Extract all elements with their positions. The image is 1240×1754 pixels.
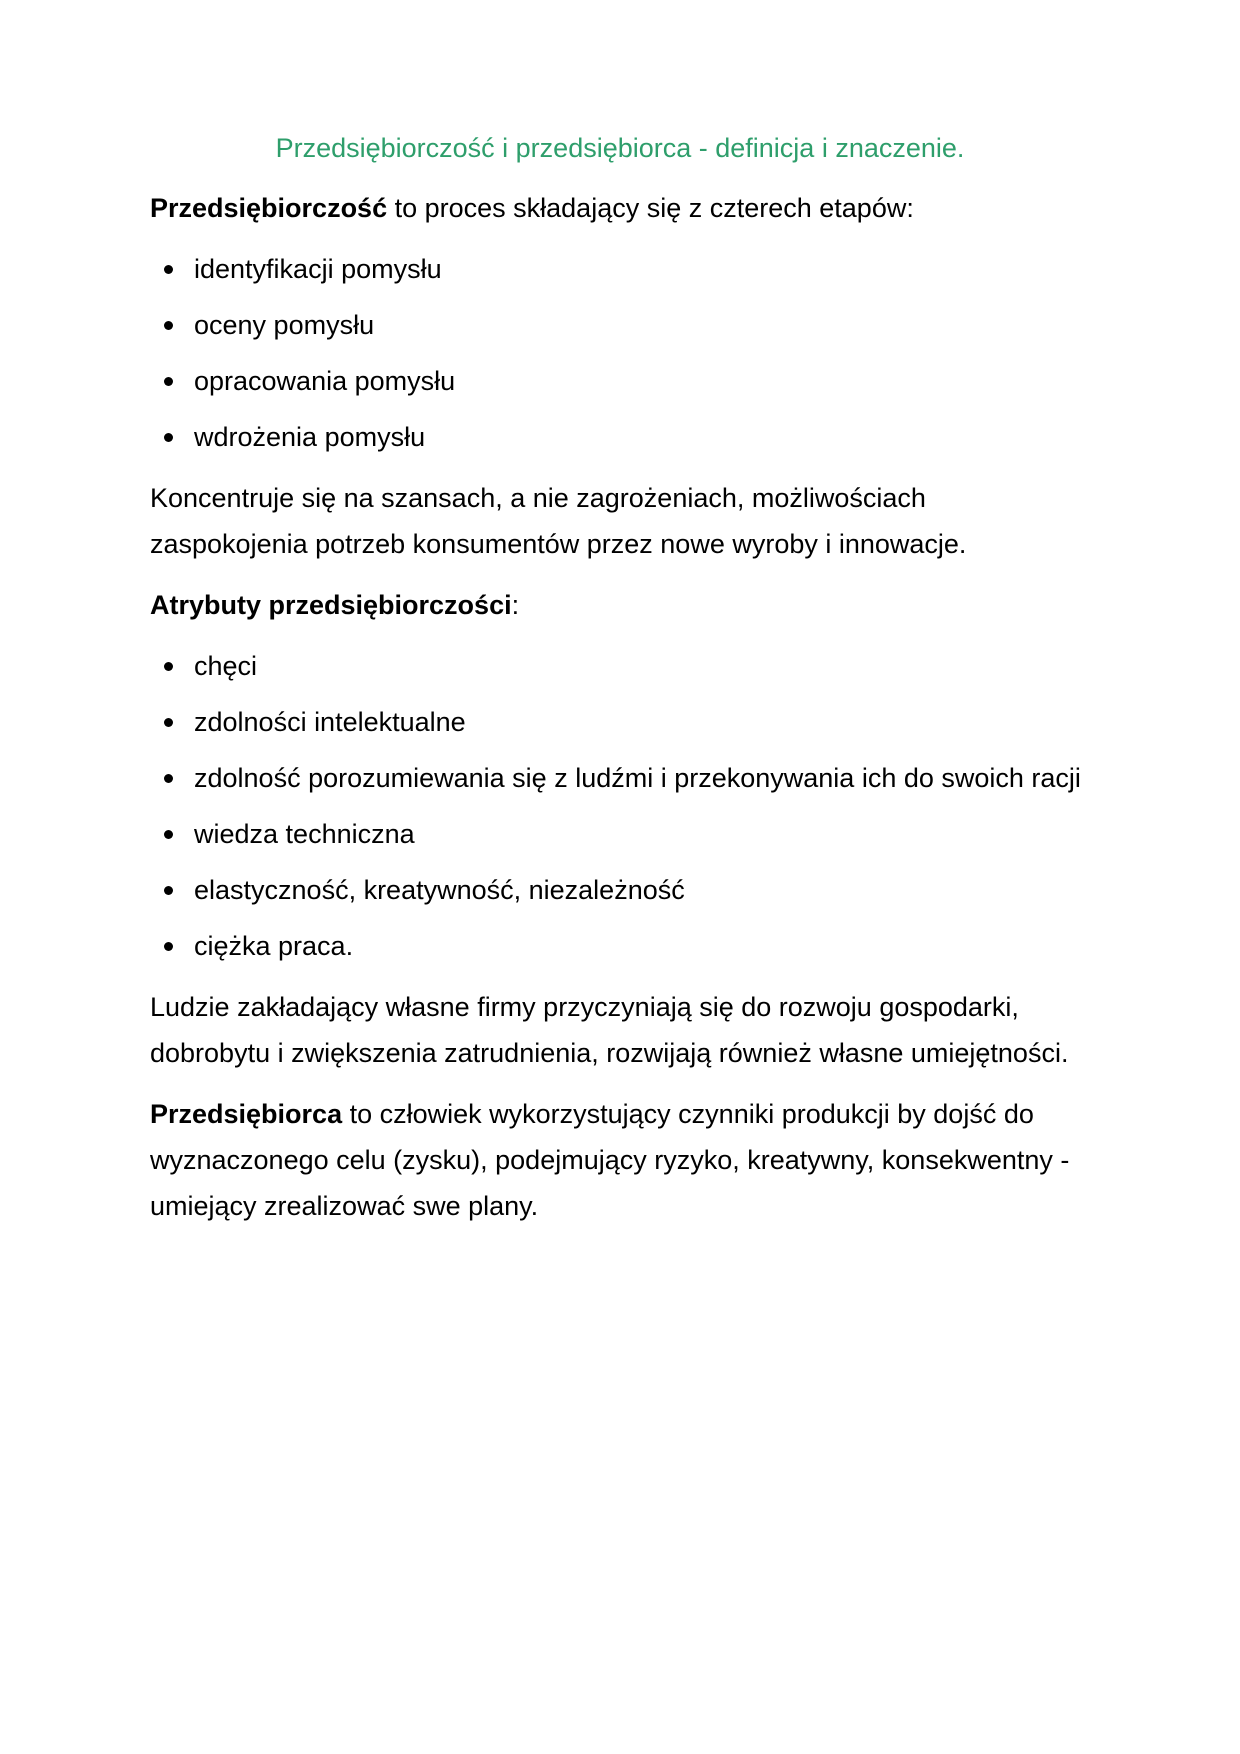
attributes-heading-lead-text: Atrybuty przedsiębiorczości [150, 590, 512, 620]
list-item [150, 811, 1090, 857]
list-item-text: ciężka praca. [194, 931, 354, 961]
list-item [150, 302, 1090, 348]
list-item [150, 246, 1090, 292]
list-item-text: elastyczność, kreatywność, niezależność [194, 875, 685, 905]
bullet-icon [164, 321, 173, 330]
attributes-list [150, 643, 1090, 969]
list-item-text: chęci [194, 651, 258, 681]
list-item-text: wiedza techniczna [194, 819, 415, 849]
list-item-text: opracowania pomysłu [194, 366, 456, 396]
list-item [150, 699, 1090, 745]
entrepreneur-text: to człowiek wykorzystujący czynniki produkcji by dojść do wyznaczonego celu (zysku), podejmujący ryzyko, kreatywny, konsekwentny - umiejący zrealizować swe plany. [150, 1099, 1070, 1221]
bullet-icon [164, 433, 173, 442]
list-item [150, 414, 1090, 460]
document-title: Przedsiębiorczość i przedsiębiorca - definicja i znaczenie. [275, 133, 965, 163]
intro-text: to proces składający się z czterech etapów: [387, 193, 914, 223]
bullet-icon [164, 942, 173, 951]
list-item-text: zdolność porozumiewania się z ludźmi i przekonywania ich do swoich racji [194, 763, 1081, 793]
intro-paragraph [150, 185, 1090, 231]
list-item [150, 755, 1090, 801]
entrepreneur-paragraph [150, 1091, 1090, 1229]
bullet-icon [164, 774, 173, 783]
list-item-text: identyfikacji pomysłu [194, 254, 442, 284]
list-item-text: oceny pomysłu [194, 310, 375, 340]
list-item-text: wdrożenia pomysłu [194, 422, 426, 452]
bullet-icon [164, 830, 173, 839]
list-item-text: zdolności intelektualne [194, 707, 466, 737]
focus-paragraph: Koncentruje się na szansach, a nie zagrożeniach, możliwościach zaspokojenia potrzeb konsumentów przez nowe wyroby i innowacje. [150, 483, 967, 559]
bullet-icon [164, 886, 173, 895]
stages-list [150, 246, 1090, 460]
attributes-heading-text: : [511, 590, 520, 620]
impact-paragraph: Ludzie zakładający własne firmy przyczyniają się do rozwoju gospodarki, dobrobytu i zwiększenia zatrudnienia, rozwijają również własne umiejętności. [150, 992, 1069, 1068]
list-item [150, 358, 1090, 404]
attributes-heading [150, 582, 1090, 628]
bullet-icon [164, 718, 173, 727]
list-item [150, 867, 1090, 913]
intro-lead-text: Przedsiębiorczość [150, 193, 388, 223]
bullet-icon [164, 265, 173, 274]
list-item [150, 923, 1090, 969]
bullet-icon [164, 377, 173, 386]
bullet-icon [164, 662, 173, 671]
list-item [150, 643, 1090, 689]
entrepreneur-lead-text: Przedsiębiorca [150, 1099, 343, 1129]
